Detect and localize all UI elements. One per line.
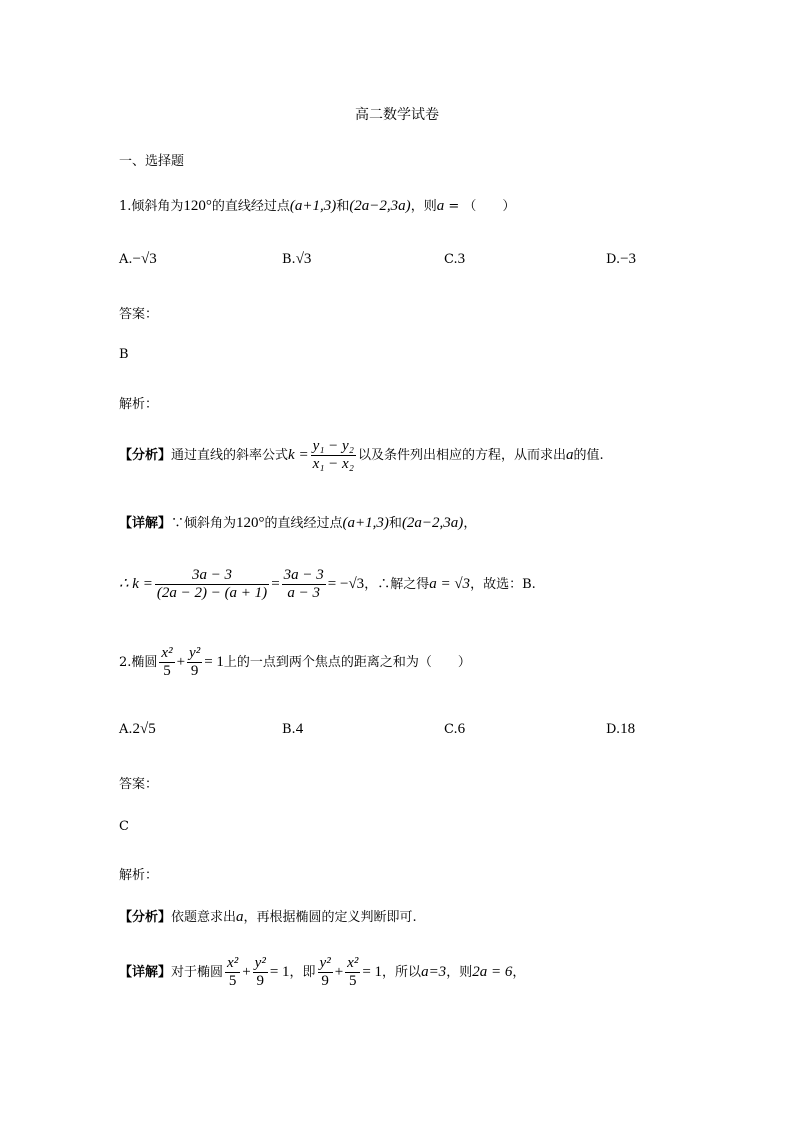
calc-fraction-1 xyxy=(155,567,269,602)
q1-option-a xyxy=(119,251,157,268)
option-value: 3 xyxy=(457,251,466,267)
fraction-numerator: y² xyxy=(254,955,266,971)
option-value: 18 xyxy=(620,721,636,737)
q1-answer-label: 答案： xyxy=(119,307,159,322)
calc-result: = −√3 xyxy=(327,576,365,592)
q1-tail: ，则 xyxy=(410,199,437,214)
q1-point-2: (2a−2,3a) xyxy=(349,198,411,214)
xiangjie-end: ， xyxy=(463,516,477,531)
xiangjie-text-c: ，所以 xyxy=(382,965,422,980)
fraction-numerator: x² xyxy=(227,955,239,971)
q2-plus: + xyxy=(176,654,186,670)
fenxi-text-c: 的值. xyxy=(573,448,604,463)
fraction-denominator: 5 xyxy=(349,973,357,989)
fraction-denominator: 5 xyxy=(163,663,171,679)
fraction-denominator: 9 xyxy=(321,973,329,989)
option-letter: D. xyxy=(606,722,621,737)
section-heading: 一、选择题 xyxy=(119,154,185,169)
xiangjie-point-1: (a+1,3) xyxy=(342,515,389,531)
question-1 xyxy=(119,195,515,215)
fraction-numerator: x² xyxy=(347,955,359,971)
calc-end: ，故选：B. xyxy=(470,577,536,592)
option-value: −3 xyxy=(620,251,637,267)
fenxi-text-b: 以及条件列出相应的方程，从而求出 xyxy=(357,448,566,463)
fraction-numerator: y² xyxy=(319,955,331,971)
fraction-numerator: y² xyxy=(189,645,201,661)
q1-fenxi xyxy=(119,438,604,473)
option-value: 4 xyxy=(295,721,304,737)
q2-xiangjie xyxy=(119,955,525,990)
fraction-numerator: y₁ − y₂ xyxy=(312,438,354,454)
fraction-numerator: x² xyxy=(161,645,173,661)
q2-option-c xyxy=(444,721,465,738)
option-value: 2√5 xyxy=(132,721,156,737)
xiangjie-fraction-y2 xyxy=(318,955,333,990)
calc-solution: a = √3 xyxy=(429,576,471,592)
slope-k: k = xyxy=(288,447,309,463)
calc-lead: ∴ k = xyxy=(119,576,153,592)
q2-eq: = 1 xyxy=(204,654,224,670)
xiangjie-tag: 【详解】 xyxy=(119,965,172,980)
option-value: −√3 xyxy=(132,251,157,267)
calc-tail: ，∴解之得 xyxy=(364,577,430,592)
q2-fraction-y xyxy=(187,645,202,680)
fraction-denominator: x₁ − x₂ xyxy=(312,456,354,472)
q1-option-b xyxy=(282,251,311,268)
fraction-numerator: 3a − 3 xyxy=(283,567,324,583)
q2-answer: C xyxy=(119,819,129,834)
xiangjie-and: 和 xyxy=(388,516,402,531)
option-letter: A. xyxy=(119,722,133,737)
q1-option-d xyxy=(606,251,636,268)
xiangjie-fraction-x xyxy=(225,955,240,990)
question-2 xyxy=(119,645,471,680)
xiangjie-angle: 120° xyxy=(236,515,265,531)
fraction-numerator: 3a − 3 xyxy=(155,567,269,585)
q1-xiangjie xyxy=(119,512,476,532)
fraction-denominator: 9 xyxy=(256,973,264,989)
q1-point-1: (a+1,3) xyxy=(289,198,337,214)
q1-eq: = （ ） xyxy=(444,199,516,214)
q2-option-b xyxy=(282,721,303,738)
xiangjie-end: ， xyxy=(512,965,526,980)
q1-angle: 120° xyxy=(183,198,212,214)
q2-fenxi xyxy=(119,906,417,926)
option-letter: C. xyxy=(444,252,458,267)
q1-answer: B xyxy=(119,347,129,362)
page-title: 高二数学试卷 xyxy=(355,107,439,123)
fenxi-var: a xyxy=(565,447,574,463)
fenxi-text-a: 依题意求出 xyxy=(171,910,237,925)
xiangjie-text-a: 对于椭圆 xyxy=(171,965,224,980)
fraction-denominator: 5 xyxy=(228,973,237,989)
calc-equals: = xyxy=(271,576,280,592)
q1-mid: 的直线经过点 xyxy=(211,199,290,214)
option-letter: C. xyxy=(444,722,458,737)
q2-analysis-label: 解析： xyxy=(119,868,159,883)
calc-fraction-2 xyxy=(282,567,326,602)
xiangjie-2a: 2a = 6 xyxy=(472,964,513,980)
xiangjie-point-2: (2a−2,3a) xyxy=(401,515,464,531)
q2-answer-label: 答案： xyxy=(119,777,159,792)
fenxi-text-a: 通过直线的斜率公式 xyxy=(171,448,289,463)
xiangjie-fraction-x2 xyxy=(345,955,360,990)
q2-tail: 上的一点到两个焦点的距离之和为（ ） xyxy=(223,655,471,670)
q2-option-d xyxy=(606,721,635,738)
q2-fraction-x xyxy=(159,645,174,680)
xiangjie-text-a: ∵倾斜角为 xyxy=(171,516,237,531)
q1-option-c xyxy=(444,251,465,268)
fenxi-text-b: ，再根据椭圆的定义判断即可. xyxy=(243,910,417,925)
xiangjie-text-d: ，则 xyxy=(446,965,473,980)
q1-and: 和 xyxy=(336,199,350,214)
fenxi-tag: 【分析】 xyxy=(119,448,172,463)
xiangjie-a3: a=3 xyxy=(421,964,447,980)
q1-prefix: 1.倾斜角为 xyxy=(119,199,184,214)
fraction-denominator: a − 3 xyxy=(287,585,321,601)
q2-option-a xyxy=(119,721,156,738)
xiangjie-tag: 【详解】 xyxy=(119,516,172,531)
xiangjie-fraction-y xyxy=(253,955,268,990)
option-letter: A. xyxy=(119,252,133,267)
q1-calculation xyxy=(119,567,536,602)
fraction-denominator: 9 xyxy=(190,663,199,679)
option-letter: B. xyxy=(282,722,296,737)
xiangjie-eq-1: = 1 xyxy=(269,964,290,980)
option-value: 6 xyxy=(457,721,466,737)
xiangjie-plus: + xyxy=(242,964,251,980)
fenxi-var: a xyxy=(236,909,244,925)
fenxi-tag: 【分析】 xyxy=(119,910,172,925)
xiangjie-text-b: ，即 xyxy=(289,965,316,980)
q2-prefix: 2.椭圆 xyxy=(119,655,158,670)
xiangjie-text-b: 的直线经过点 xyxy=(264,516,343,531)
q1-analysis-label: 解析： xyxy=(119,397,159,412)
q1-var: a xyxy=(436,198,445,214)
option-letter: D. xyxy=(606,252,621,267)
xiangjie-eq-2: = 1 xyxy=(362,964,383,980)
option-letter: B. xyxy=(282,252,296,267)
option-value: √3 xyxy=(295,251,312,267)
fraction-denominator: (2a − 2) − (a + 1) xyxy=(156,585,268,601)
slope-fraction xyxy=(311,438,356,473)
xiangjie-plus-2: + xyxy=(334,964,344,980)
